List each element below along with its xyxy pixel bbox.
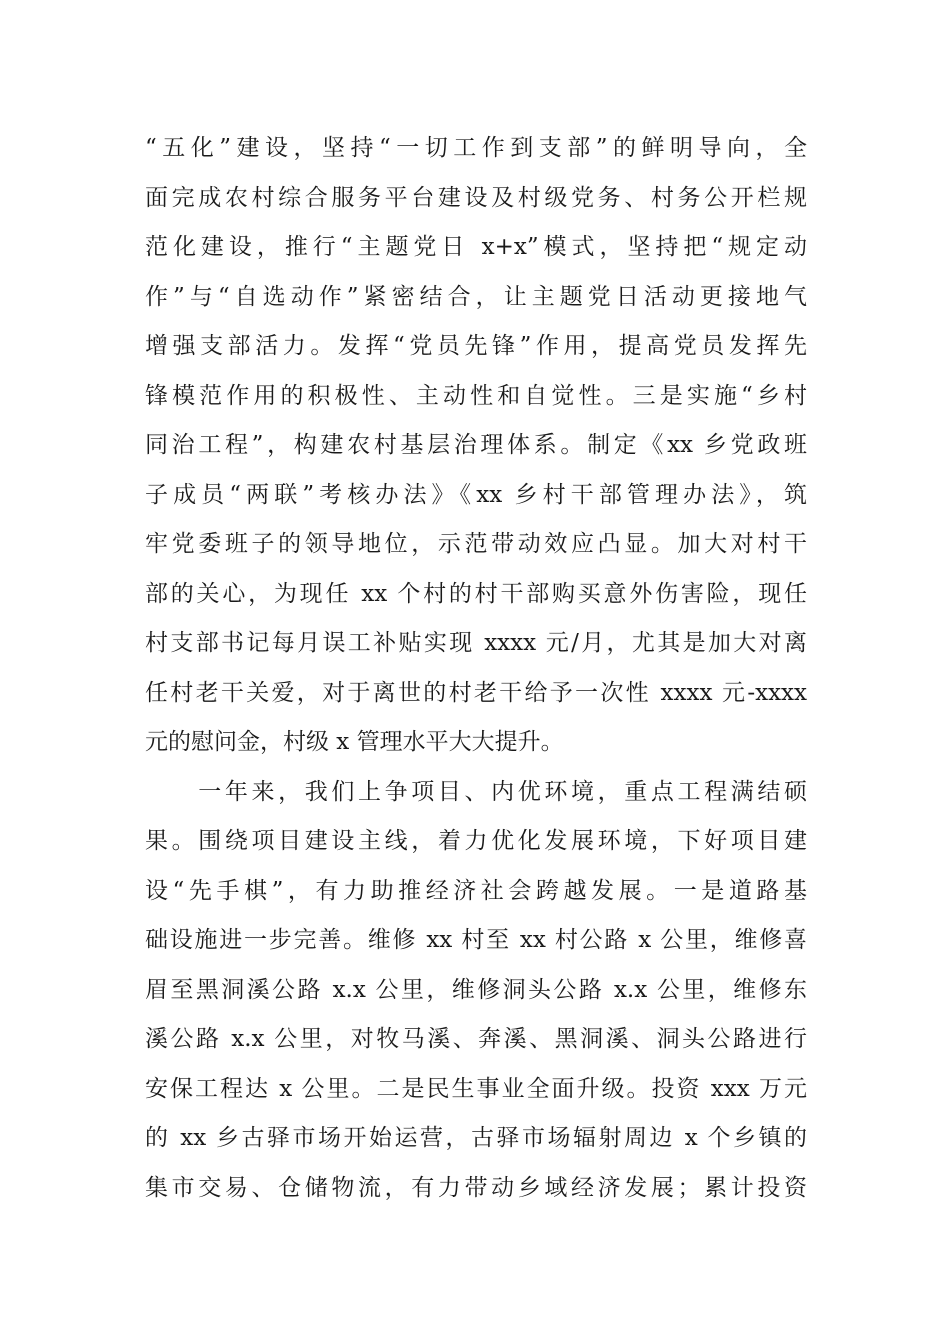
text-line: 锋模范作用的积极性、主动性和自觉性。三是实施“乡村 [145, 382, 807, 409]
text-line: 作”与“自选动作”紧密结合，让主题党日活动更接地气 [145, 283, 807, 310]
text-line: 范化建设，推行“主题党日 x+x”模式，坚持把“规定动 [145, 234, 807, 260]
text-line: 任村老干关爱，对于离世的村老干给予一次性 xxxx 元-xxxx [145, 679, 807, 706]
text-line: 的 xx 乡古驿市场开始运营，古驿市场辐射周边 x 个乡镇的 [145, 1125, 807, 1151]
text-line: 溪公路 x.x 公里，对牧马溪、奔溪、黑洞溪、洞头公路进行 [145, 1026, 807, 1052]
text-line: 集市交易、仓储物流，有力带动乡域经济发展；累计投资 [145, 1174, 807, 1201]
text-line: 元的慰问金，村级 x 管理水平大大提升。 [145, 729, 564, 755]
text-line: 一年来，我们上争项目、内优环境，重点工程满结硕 [145, 778, 807, 805]
text-line: 村支部书记每月误工补贴实现 xxxx 元/月，尤其是加大对离 [145, 630, 807, 656]
text-line: 部的关心，为现任 xx 个村的村干部购买意外伤害险，现任 [145, 580, 807, 607]
text-line: 同治工程”，构建农村基层治理体系。制定《xx 乡党政班 [145, 432, 807, 458]
paragraph-2 [145, 768, 807, 1214]
text-line: 面完成农村综合服务平台建设及村级党务、村务公开栏规 [145, 184, 807, 211]
paragraph-1 [145, 124, 807, 768]
text-line: 安保工程达 x 公里。二是民生事业全面升级。投资 xxx 万元 [145, 1075, 807, 1102]
text-line: 础设施进一步完善。维修 xx 村至 xx 村公路 x 公里，维修喜 [145, 927, 807, 953]
document-page [145, 124, 807, 1213]
text-line: 子成员“两联”考核办法》《xx 乡村干部管理办法》，筑 [145, 481, 807, 508]
text-line: “五化”建设，坚持“一切工作到支部”的鲜明导向，全 [145, 135, 807, 161]
text-line: 设“先手棋”，有力助推经济社会跨越发展。一是道路基 [145, 877, 807, 904]
text-line: 牢党委班子的领导地位，示范带动效应凸显。加大对村干 [145, 531, 807, 557]
text-line: 果。围绕项目建设主线，着力优化发展环境，下好项目建 [145, 828, 807, 854]
text-line: 眉至黑洞溪公路 x.x 公里，维修洞头公路 x.x 公里，维修东 [145, 976, 807, 1003]
text-line: 增强支部活力。发挥“党员先锋”作用，提高党员发挥先 [145, 333, 807, 359]
